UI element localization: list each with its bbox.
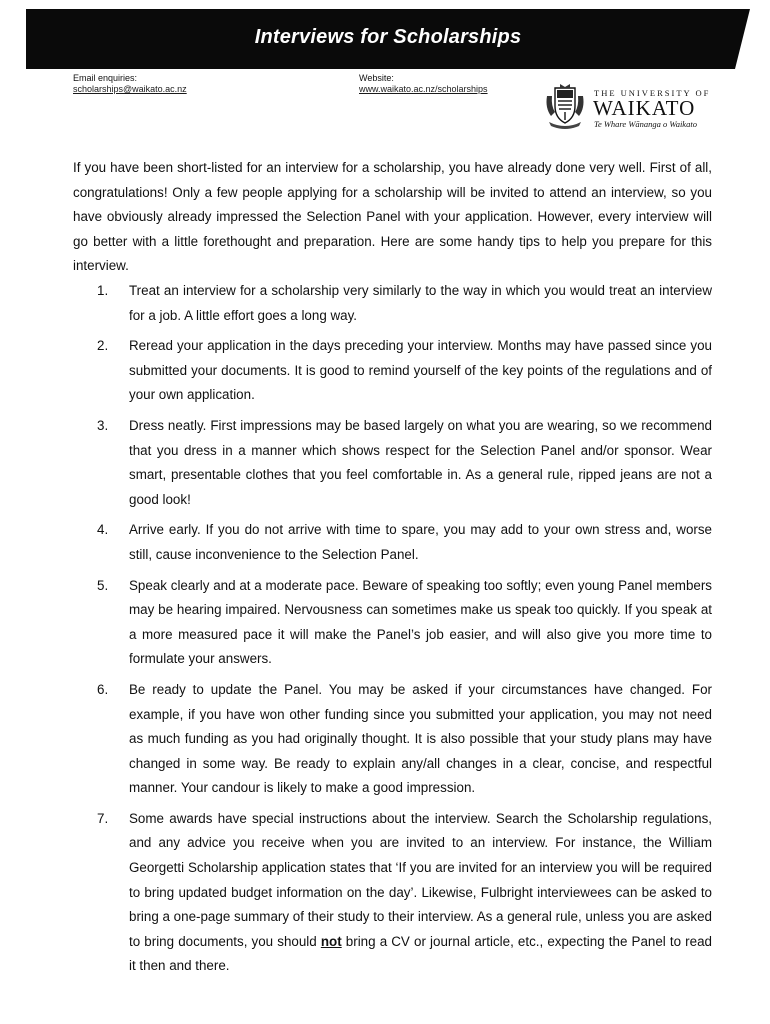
website-block bbox=[359, 73, 488, 95]
list-item bbox=[73, 518, 712, 567]
tip-7-emphasis: not bbox=[320, 933, 342, 949]
tips-list bbox=[73, 279, 712, 985]
list-item bbox=[73, 334, 712, 408]
website-label: Website: bbox=[359, 73, 394, 83]
logo-university-of: THE UNIVERSITY OF bbox=[594, 88, 711, 98]
list-item bbox=[73, 574, 712, 672]
list-item-text: Treat an interview for a scholarship very similarly to the way in which you would treat an interview for a job. A little effort goes a long way. bbox=[129, 283, 712, 323]
university-crest-icon bbox=[543, 82, 587, 130]
website-link[interactable]: www.waikato.ac.nz/scholarships bbox=[359, 84, 488, 94]
list-item-text: Reread your application in the days preceding your interview. Months may have passed since you submitted your documents. It is good to remind yourself of the key points of the regulations and of your own application. bbox=[129, 338, 712, 403]
list-item-text: Speak clearly and at a moderate pace. Beware of speaking too softly; even young Panel members may be hearing impaired. Nervousness can sometimes make us speak too quickly. If you speak at a more measured pace it will make the Panel’s job easier, and will also give you more time to formulate your answers. bbox=[129, 577, 712, 667]
list-item-text bbox=[129, 807, 712, 979]
list-item bbox=[73, 279, 712, 328]
list-item-text: Be ready to update the Panel. You may be asked if your circumstances have changed. For example, if you have won other funding since you submitted your application, you may not need as much funding as you had originally thought. It is also possible that your study plans may have changed in some way. Be ready to explain any/all changes in a clear, concise, and respectful manner. Your candour is likely to make a good impression. bbox=[129, 681, 712, 796]
list-item-number: 5. bbox=[97, 577, 109, 593]
list-item-number: 4. bbox=[97, 522, 109, 538]
logo-waikato: WAIKATO bbox=[593, 96, 696, 120]
list-item-number: 1. bbox=[97, 283, 109, 298]
logo-tagline: Te Whare Wānanga o Waikato bbox=[594, 119, 697, 129]
title-banner bbox=[26, 9, 750, 69]
list-item-text: Arrive early. If you do not arrive with time to spare, you may add to your own stress and, worse still, cause inconvenience to the Selection Panel. bbox=[129, 522, 712, 562]
tip-7-text-end: bring a CV or journal article, etc., expecting the Panel to read it then and there. bbox=[129, 933, 712, 974]
page-title: Interviews for Scholarships bbox=[254, 26, 522, 48]
email-label: Email enquiries: bbox=[73, 73, 138, 83]
email-link[interactable]: scholarships@waikato.ac.nz bbox=[73, 84, 187, 94]
list-item-number: 7. bbox=[97, 810, 109, 826]
intro-paragraph: If you have been short-listed for an interview for a scholarship, you have already done very well. First of all, congratulations! Only a few people applying for a scholarship will be invited to attend an interview, so you have obviously already impressed the Selection Panel with your application. However, every interview will go better with a little forethought and preparation. Here are some handy tips to help you prepare for this interview. bbox=[73, 160, 712, 274]
list-item-number: 6. bbox=[97, 681, 109, 697]
list-item-number: 3. bbox=[97, 417, 109, 433]
list-item bbox=[73, 678, 712, 801]
list-item-number: 2. bbox=[97, 338, 109, 354]
list-item bbox=[73, 414, 712, 512]
tip-7-text-start: Some awards have special instructions about the interview. Search the Scholarship regulations, and any advice you receive when you are invited to an interview. For instance, the William Georgetti Scholarship application states that ‘If you are invited for an interview you will be required to bring updated budget information on the day’. Likewise, Fulbright interviewees can be asked to bring a one-page summary of their study to their interview. As a general rule, unless you are asked to bring documents, you should bbox=[129, 810, 712, 949]
list-item bbox=[73, 807, 712, 979]
email-block bbox=[73, 73, 187, 95]
list-item-text: Dress neatly. First impressions may be based largely on what you are wearing, so we recommend that you dress in a manner which shows respect for the Selection Panel and/or sponsor. Wear smart, presentable clothes that you feel comfortable in. As a general rule, ripped jeans are not a good look! bbox=[129, 417, 712, 507]
